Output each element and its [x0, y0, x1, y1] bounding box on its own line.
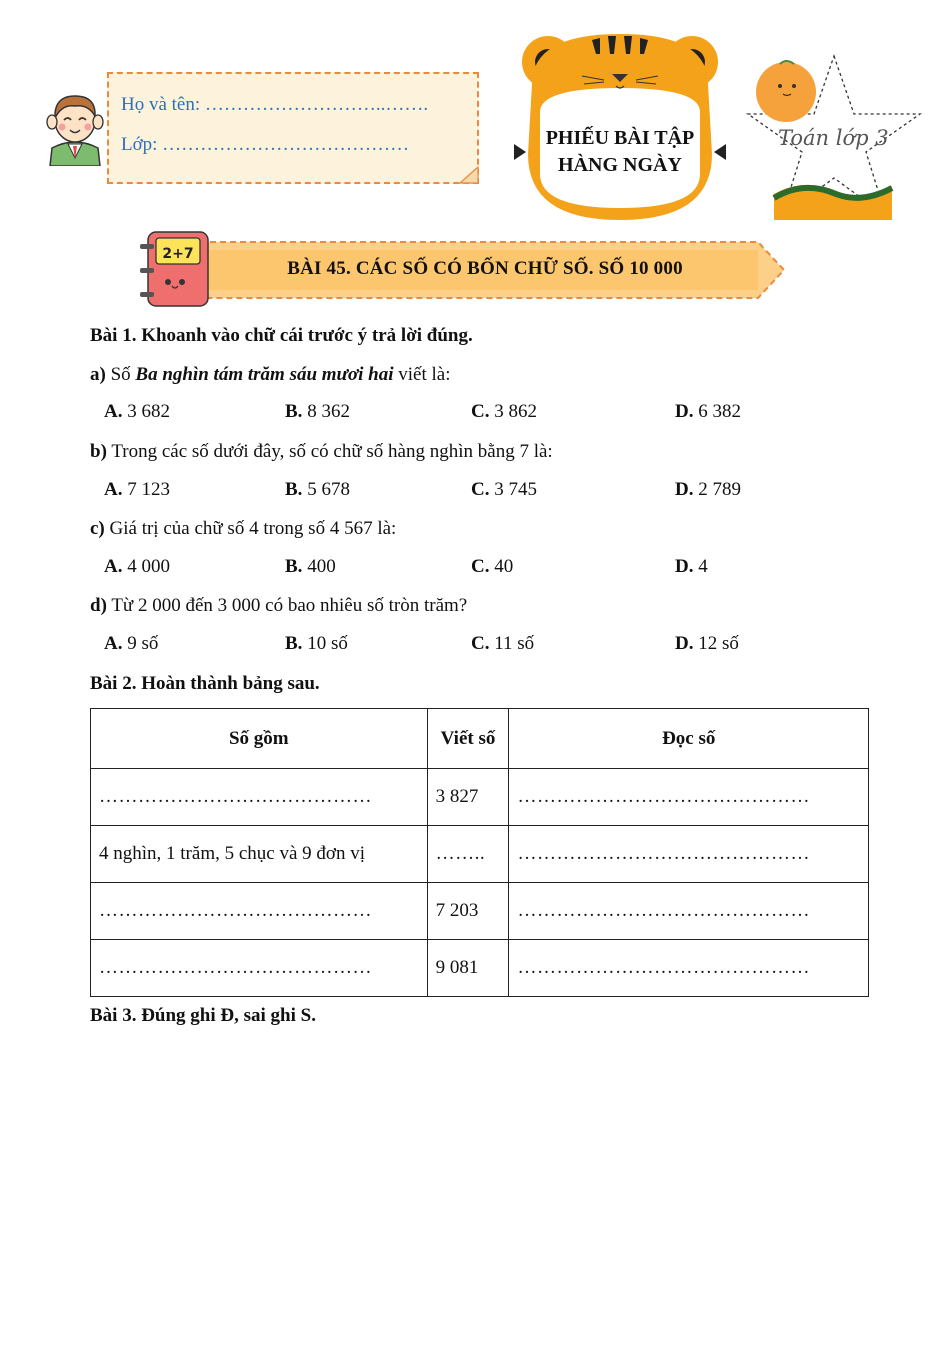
cell-so-gom[interactable]: ……………………………………	[91, 769, 428, 826]
option-b-C[interactable]: C. 3 745	[471, 479, 537, 500]
cell-doc-so[interactable]: ………………………………………	[509, 940, 869, 997]
option-a-D[interactable]: D. 6 382	[675, 401, 741, 422]
question-d-label: d)	[90, 595, 107, 616]
cell-so-gom[interactable]: ……………………………………	[91, 883, 428, 940]
cell-viet-so[interactable]: ……..	[427, 826, 509, 883]
question-a-prefix: Số	[105, 364, 136, 385]
option-d-C[interactable]: C. 11 số	[471, 633, 535, 654]
question-a-suffix: viết là:	[393, 364, 451, 385]
cell-viet-so: 9 081	[427, 940, 509, 997]
worksheet-title	[520, 125, 720, 179]
cell-viet-so: 3 827	[427, 769, 509, 826]
tiger-frame-icon	[512, 24, 728, 224]
column-header-viet-so: Viết số	[427, 709, 509, 769]
column-header-so-gom: Số gồm	[91, 709, 428, 769]
question-a	[90, 364, 451, 386]
paper-curl-icon	[458, 165, 480, 185]
option-a-A[interactable]: A. 3 682	[104, 401, 170, 422]
option-b-D[interactable]: D. 2 789	[675, 479, 741, 500]
cell-doc-so[interactable]: ………………………………………	[509, 826, 869, 883]
option-c-A[interactable]: A. 4 000	[104, 556, 170, 577]
class-field[interactable]: Lớp: …………………………………	[121, 134, 410, 155]
option-b-B[interactable]: B. 5 678	[285, 479, 350, 500]
option-a-B[interactable]: B. 8 362	[285, 401, 350, 422]
option-c-B[interactable]: B. 400	[285, 556, 336, 577]
question-d	[90, 595, 467, 617]
calculator-icon	[138, 230, 210, 308]
bai2-heading: Bài 2. Hoàn thành bảng sau.	[90, 673, 320, 694]
calculator-display: 2+7	[162, 246, 194, 262]
student-info-card	[107, 72, 479, 184]
table-row	[91, 940, 869, 997]
question-b-text: Trong các số dưới đây, số có chữ số hàng nghìn bằng 7 là:	[106, 441, 553, 462]
lesson-title: BÀI 45. CÁC SỐ CÓ BỐN CHỮ SỐ. SỐ 10 000	[287, 258, 683, 279]
student-name-field[interactable]: Họ và tên: ………………………..…….	[121, 94, 429, 115]
cell-viet-so: 7 203	[427, 883, 509, 940]
option-b-A[interactable]: A. 7 123	[104, 479, 170, 500]
orange-fruit-icon	[750, 56, 822, 124]
question-a-label: a)	[90, 364, 106, 385]
option-c-D[interactable]: D. 4	[675, 556, 708, 577]
bai3-heading: Bài 3. Đúng ghi Đ, sai ghi S.	[90, 1005, 316, 1026]
question-c	[90, 518, 396, 540]
table-row	[91, 826, 869, 883]
option-d-A[interactable]: A. 9 số	[104, 633, 159, 654]
table-header-row	[91, 709, 869, 769]
boy-avatar-icon	[44, 86, 106, 166]
table-row	[91, 883, 869, 940]
cell-doc-so[interactable]: ………………………………………	[509, 883, 869, 940]
question-c-text: Giá trị của chữ số 4 trong số 4 567 là:	[104, 518, 397, 539]
question-d-text: Từ 2 000 đến 3 000 có bao nhiêu số tròn trăm?	[106, 595, 468, 616]
number-table	[90, 708, 869, 997]
cell-so-gom[interactable]: ……………………………………	[91, 940, 428, 997]
option-d-D[interactable]: D. 12 số	[675, 633, 739, 654]
option-d-B[interactable]: B. 10 số	[285, 633, 348, 654]
cell-doc-so[interactable]: ………………………………………	[509, 769, 869, 826]
bai1-heading: Bài 1. Khoanh vào chữ cái trước ý trả lời đúng.	[90, 325, 473, 346]
option-a-C[interactable]: C. 3 862	[471, 401, 537, 422]
option-c-C[interactable]: C. 40	[471, 556, 514, 577]
title-line-1: PHIẾU BÀI TẬP	[545, 127, 695, 149]
question-b-label: b)	[90, 441, 107, 462]
cell-so-gom: 4 nghìn, 1 trăm, 5 chục và 9 đơn vị	[91, 826, 428, 883]
question-c-label: c)	[90, 518, 105, 539]
column-header-doc-so: Đọc số	[509, 709, 869, 769]
table-row	[91, 769, 869, 826]
title-line-2: HÀNG NGÀY	[558, 154, 682, 176]
subject-label: Toán lớp 3	[778, 126, 889, 150]
question-a-emph: Ba nghìn tám trăm sáu mươi hai	[135, 364, 394, 385]
question-b	[90, 441, 553, 463]
